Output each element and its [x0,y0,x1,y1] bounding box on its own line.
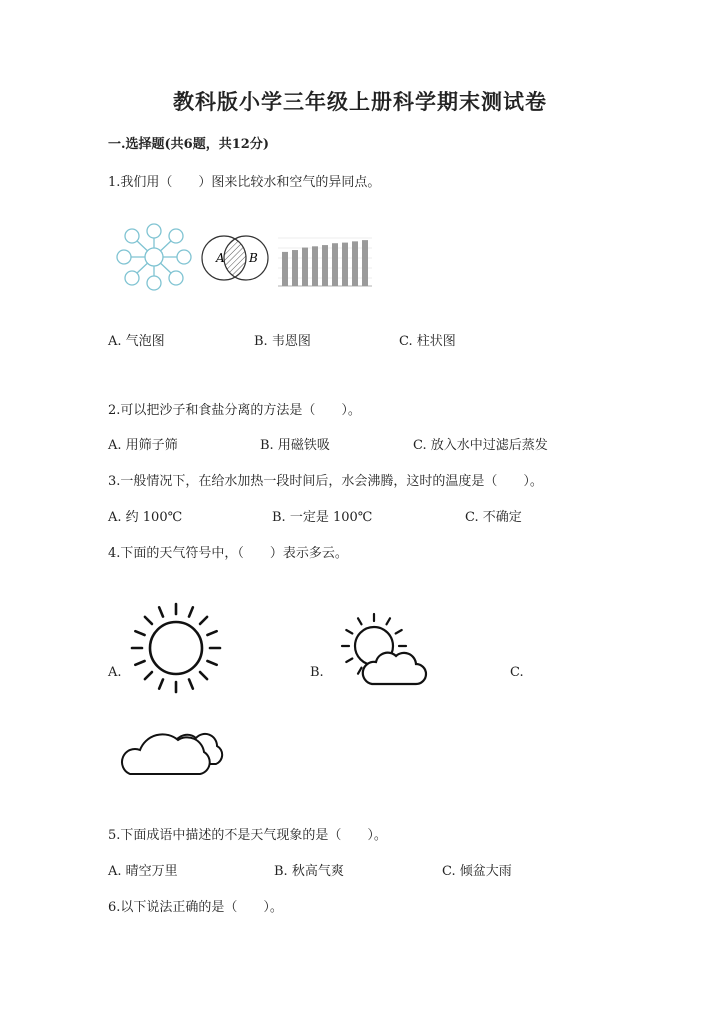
sun-ray [189,679,193,688]
question-5: 5.下面成语中描述的不是天气现象的是（ ）。 [108,828,387,843]
bar-7 [342,243,348,286]
bar-4 [312,246,318,286]
q2-option-a[interactable]: A. 用筛子筛 [108,438,178,453]
q5-option-b[interactable]: B. 秋高气爽 [274,864,344,879]
bar-2 [292,250,298,286]
bar-5 [322,245,328,286]
sun-ray [135,661,144,665]
sun-ray [159,679,163,688]
q4-option-c[interactable]: C. [510,665,524,680]
sun-ray [207,661,216,665]
bar-3 [302,248,308,286]
bar-9 [362,240,368,286]
q2-option-c[interactable]: C. 放入水中过滤后蒸发 [413,438,548,453]
bar-1 [282,252,288,286]
q5-option-c[interactable]: C. 倾盆大雨 [442,864,512,879]
sun-ray [207,631,216,635]
bar-6 [332,243,338,286]
q4-option-a[interactable]: A. [108,665,122,680]
question-3: 3.一般情况下，在给水加热一段时间后，水会沸腾，这时的温度是（ ）。 [108,474,543,489]
sun-ray [200,672,207,679]
q2-option-b[interactable]: B. 用磁铁吸 [260,438,330,453]
q3-option-c[interactable]: C. 不确定 [465,510,522,525]
sun-ray [387,618,391,624]
sun-ray [346,630,352,634]
q1-option-c[interactable]: C. 柱状图 [399,334,456,349]
venn-diagram-figure [200,228,272,288]
sun-ray [200,617,207,624]
question-6: 6.以下说法正确的是（ ）。 [108,900,283,915]
q5-option-a[interactable]: A. 晴空万里 [108,864,178,879]
q3-option-a[interactable]: A. 约 100℃ [108,510,183,525]
page-title: 教科版小学三年级上册科学期末测试卷 [173,89,547,114]
sun-ray [145,617,152,624]
venn-label-b: B [249,251,258,265]
sun-ray [189,607,193,616]
sun-icon [126,598,226,698]
sun-ray [396,630,402,634]
sun-ray [159,607,163,616]
section-heading: 一.选择题(共6题，共12分) [108,137,269,152]
bubble-map-figure [110,218,200,296]
q1-option-b[interactable]: B. 韦恩图 [254,334,311,349]
bar-8 [352,241,358,286]
q4-option-b[interactable]: B. [310,665,324,680]
venn-label-a: A [216,251,225,265]
sun-ray [358,668,362,674]
sun-ray [135,631,144,635]
q1-option-a[interactable]: A. 气泡图 [108,334,165,349]
sun-ray [145,672,152,679]
question-4: 4.下面的天气符号中，（ ）表示多云。 [108,546,348,561]
sun-ray [358,618,362,624]
q3-option-b[interactable]: B. 一定是 100℃ [272,510,373,525]
bar-chart-figure [274,228,374,294]
cloudy-icon [114,722,232,782]
sun-ray [346,659,352,663]
question-2: 2.可以把沙子和食盐分离的方法是（ ）。 [108,403,361,418]
sun-behind-cloud-icon [330,604,430,694]
question-1: 1.我们用（ ）图来比较水和空气的异同点。 [108,175,381,190]
